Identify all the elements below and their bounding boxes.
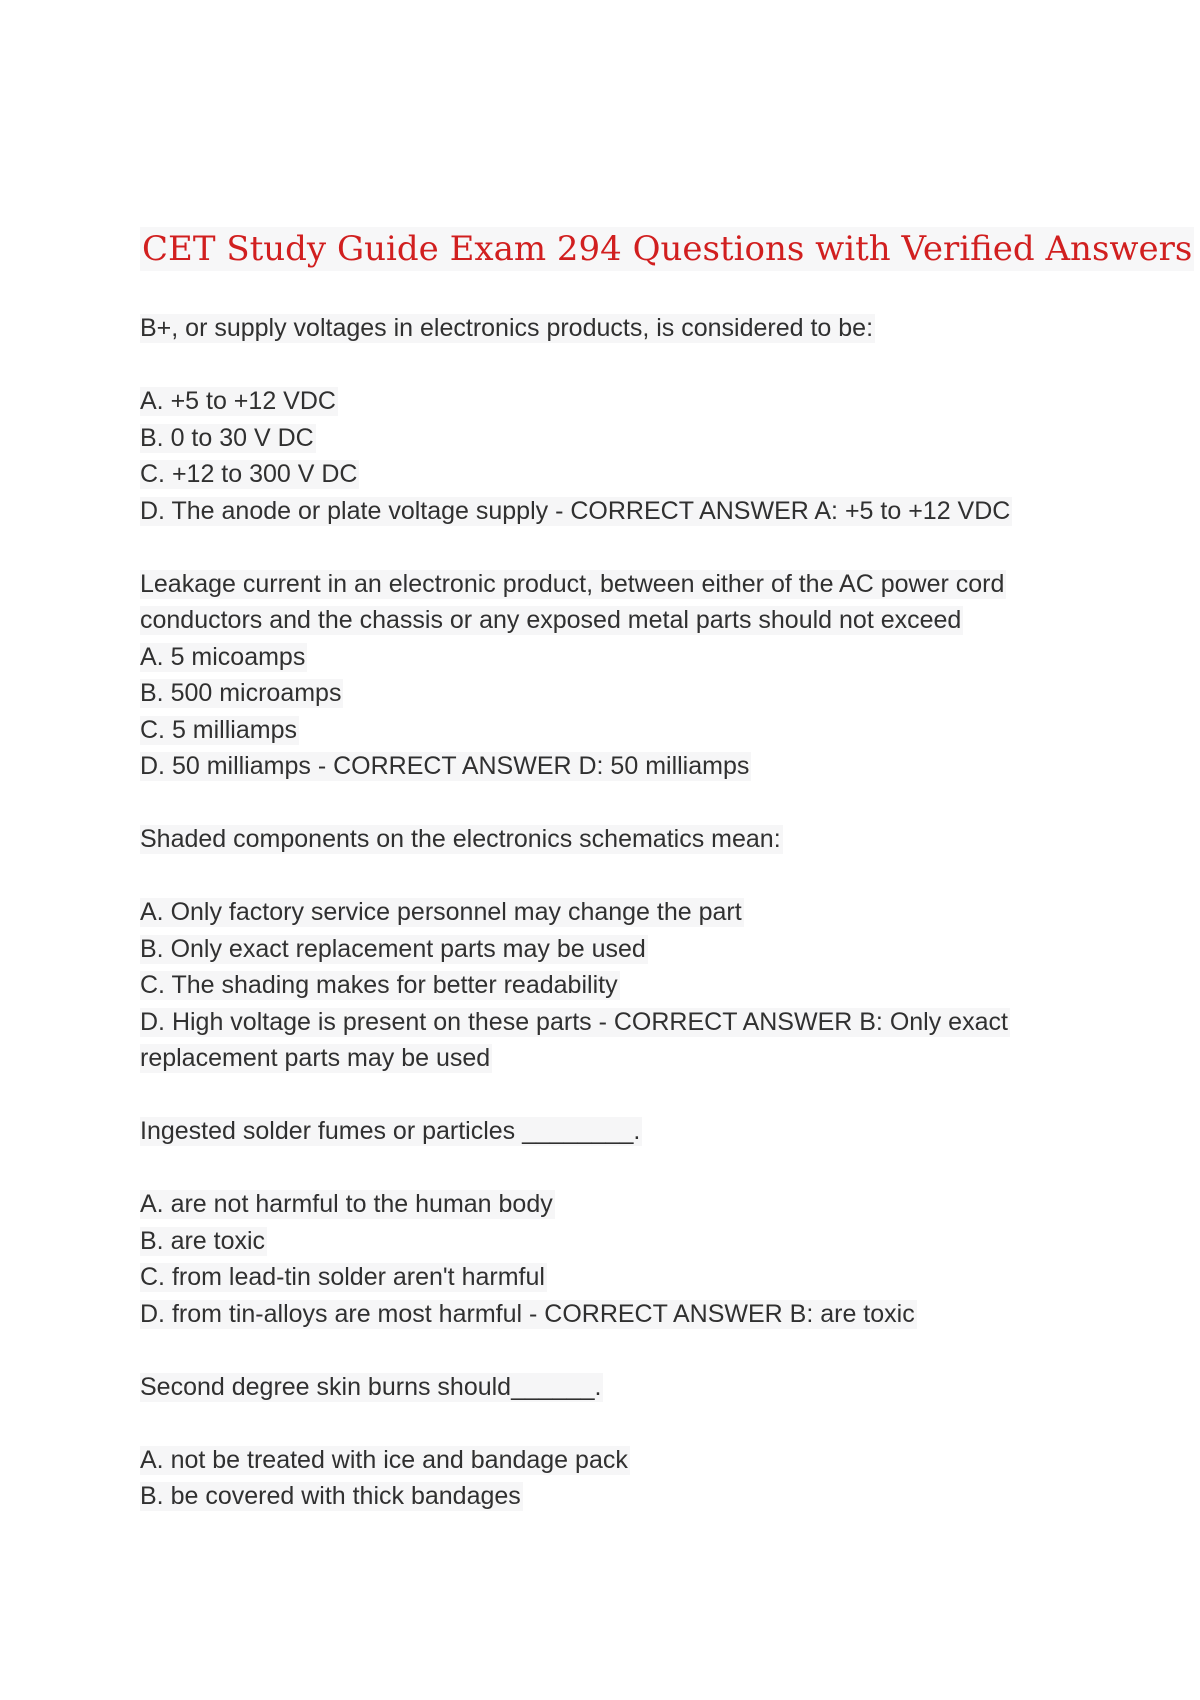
answer-option: A. +5 to +12 VDC (140, 387, 336, 415)
answer-option-with-correct-answer: D. from tin-alloys are most harmful - CORRECT ANSWER B: are toxic (140, 1299, 915, 1328)
question-stem: Second degree skin burns should______. (140, 1372, 602, 1401)
answer-option: B. 0 to 30 V DC (140, 423, 314, 452)
answer-option: A. not be treated with ice and bandage pack (140, 1445, 628, 1474)
document-title: CET Study Guide Exam 294 Questions with Verified Answers (142, 229, 1193, 269)
answer-option-continuation: replacement parts may be used (140, 1044, 491, 1072)
answer-option: C. from lead-tin solder aren't harmful (140, 1263, 545, 1291)
answer-option-with-correct-answer: D. The anode or plate voltage supply - CORRECT ANSWER A: +5 to +12 VDC (140, 496, 1011, 525)
answer-option-with-correct-answer: D. 50 milliamps - CORRECT ANSWER D: 50 milliamps (140, 752, 750, 780)
question-stem: B+, or supply voltages in electronics products, is considered to be: (140, 314, 874, 342)
answer-option: C. The shading makes for better readability (140, 971, 618, 999)
answer-option: B. Only exact replacement parts may be used (140, 934, 646, 963)
answer-option: A. 5 micoamps (140, 642, 306, 671)
question-2 (140, 566, 1080, 785)
answer-option-with-correct-answer: D. High voltage is present on these parts - CORRECT ANSWER B: Only exact (140, 1007, 1008, 1036)
answer-option: B. 500 microamps (140, 679, 342, 707)
answer-option: B. be covered with thick bandages (140, 1482, 521, 1510)
question-list (140, 310, 1080, 1515)
answer-option: A. are not harmful to the human body (140, 1190, 553, 1218)
question-stem: Shaded components on the electronics schematics mean: (140, 825, 781, 853)
answer-option: C. 5 milliamps (140, 715, 297, 744)
question-stem: conductors and the chassis or any exposed metal parts should not exceed (140, 606, 962, 634)
question-3 (140, 821, 1080, 1077)
question-5 (140, 1369, 1080, 1515)
question-stem: Leakage current in an electronic product, between either of the AC power cord (140, 569, 1005, 598)
answer-option: A. Only factory service personnel may change the part (140, 898, 742, 926)
question-stem: Ingested solder fumes or particles ________. (140, 1117, 641, 1145)
answer-option: B. are toxic (140, 1226, 266, 1255)
question-4 (140, 1113, 1080, 1332)
answer-option: C. +12 to 300 V DC (140, 460, 358, 488)
question-1 (140, 310, 1080, 529)
